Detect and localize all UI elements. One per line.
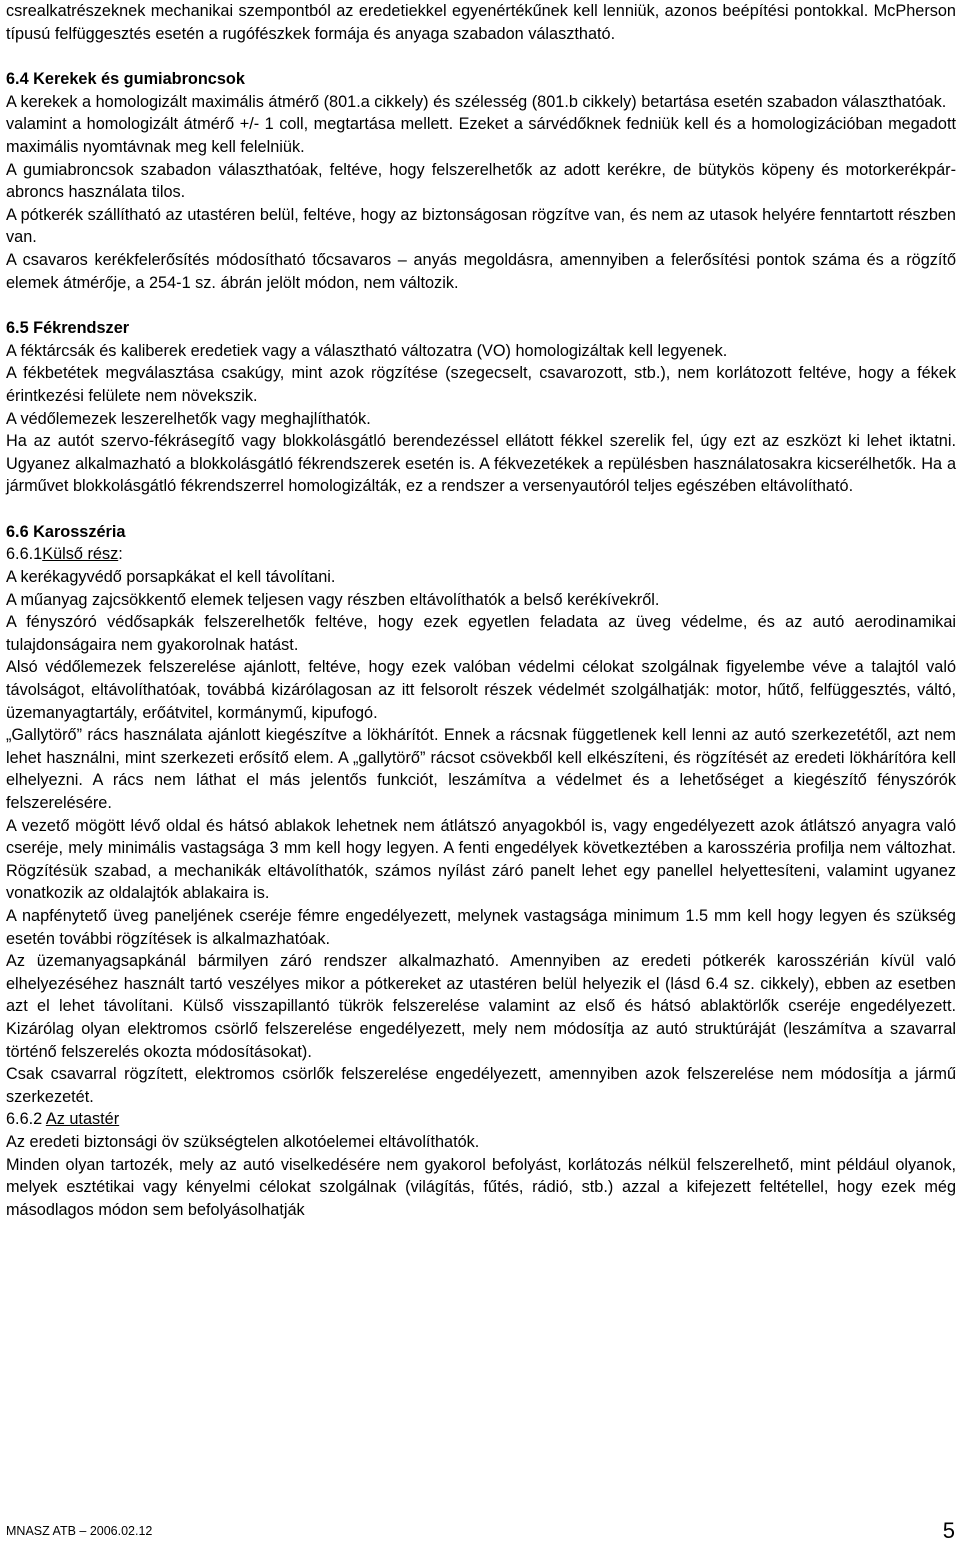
paragraph-headlight: A fényszóró védősapkák felszerelhetők feltéve, hogy ezek egyetlen feladata az üveg védelme, és az autó aerodinamikai tulajdonságaira nem gyakorolnak hatást. [6,613,956,654]
paragraph-brake-pads: A fékbetétek megválasztása csakúgy, mint azok rögzítése (szegecselt, csavarozott, stb.), nem korlátozott feltéve, hogy a fékek érintkezési felülete nem növekszik. [6,364,956,405]
paragraph-spare-wheel: A pótkerék szállítható az utastéren belül, feltéve, hogy az biztonságosan rögzítve van, és nem az utasok helyére fenntartott részben van. [6,205,956,247]
paragraph-servo: Ha az autót szervo-fékrásegítő vagy blokkolásgátló berendezéssel ellátott fékkel szerelik fel, úgy ezt az eszközt ki lehet iktatni. Ugyanez alkalmazható a blokkolásgátló fékrendszerek esetén is. A fékvezetékek a repülésben használatosakra kicserélhetők. Ha a járművet blokkolásgátló fékrendszerrel homologizálták, ez a rendszer a versenyautóról teljes egészében eltávolítható. [6,432,956,496]
heading-6-5: 6.5 Fékrendszer [6,319,130,338]
paragraph-sunroof: A napfénytető üveg paneljének cseréje fémre engedélyezett, melynek vastagsága minimum 1.5 mm kell hogy legyen és szükség esetén további rögzítések is alkalmazhatóak. [6,906,956,948]
heading-6-6: 6.6 Karosszéria [6,522,126,541]
paragraph-wheel-fixing: A csavaros kerékfelerősítés módosítható tőcsavaros – anyás megoldásra, amennyiben a felerősítési pontok száma és a rögzítő elemek átmérője, a 254-1 sz. ábrán jelölt módon, nem változik. [6,250,956,292]
paragraph-seatbelt: Az eredeti biztonsági öv szükségtelen alkotóelemei eltávolíthatók. [6,1132,480,1151]
heading-6-6-2 [6,1108,956,1131]
paragraph-brake-discs: A féktárcsák és kaliberek eredetiek vagy a választható változatra (VO) homologizáltak kell legyenek. [6,341,728,360]
heading-6-6-1-colon: : [118,545,123,564]
paragraph-wheels: A kerekek a homologizált maximális átmérő (801.a cikkely) és szélesség (801.b cikkely) betartása esetén szabadon választhatóak. [6,92,947,111]
paragraph-bullbar: „Gallytörő” rács használata ajánlott kiegészítve a lökhárítót. Ennek a rácsnak függetlenek kell lenni az autó szerkezetétől, azt nem lehet használni, mint szerkezeti erősítő elem. A „gallytörő” rácsot csövekből kell elkészíteni, és rögzítését az eredeti lökhárítóra kell elhelyezni. A rács nem láthat el más jelentős funkciót, leszámítva a védelmet és a lehetőséget a kiegészítő fényszórók felszerelésére. [6,726,956,812]
page-number: 5 [942,1518,955,1543]
paragraph-tyres: A gumiabroncsok szabadon választhatóak, feltéve, hogy felszerelhetők az adott kerékre, de bütykös köpeny és motorkerékpár-abroncs használata tilos. [6,160,956,202]
paragraph-winch: Csak csavarral rögzített, elektromos csörlők felszerelése engedélyezett, amennyiben azok felszerelése nem módosítja a jármű szerkezetét. [6,1065,956,1106]
heading-6-4: 6.4 Kerekek és gumiabroncsok [6,70,245,89]
footer-document-id: MNASZ ATB – 2006.02.12 [6,1524,153,1538]
paragraph-hub-caps: A kerékagyvédő porsapkákat el kell távolítani. [6,568,336,587]
paragraph-fuel-cap: Az üzemanyagsapkánál bármilyen záró rendszer alkalmazható. Amennyiben az eredeti pótkerék karosszérián kívül való elhelyezéséhez használt tartó veszélyes mikor a pótkereket az utastéren belül helyezik el (lásd 6.4 sz. cikkely), ebben az esetben azt el lehet távolítani. Külső visszapillantó tükrök felszerelése valamint az első és hátsó ablaktörlők cseréje engedélyezett. Kizárólag olyan elektromos csörlő felszerelése engedélyezett, mely nem módosítja az autó struktúráját (leszámítva a szavarral történő felszerelés okozta módosításokat). [6,952,956,1061]
heading-6-6-1-number: 6.6.1 [6,545,43,564]
heading-6-6-1 [6,543,956,566]
paragraph-suspension-end: csrealkatrészeknek mechanikai szempontból az eredetiekkel egyenértékűnek kell lenniük, azonos beépítési pontokkal. McPherson típusú felfüggesztés esetén a rugófészkek formája és anyaga szabadon választható. [6,2,956,43]
document-page [6,0,956,1221]
paragraph-shields: A védőlemezek leszerelhetők vagy meghajlíthatók. [6,409,371,428]
heading-6-6-1-label: Külső rész [42,545,119,564]
paragraph-windows: A vezető mögött lévő oldal és hátsó ablakok lehetnek nem átlátszó anyagokból is, vagy engedélyezett azok átlátszó anyagra való cseréje, mely minimális vastagsága 3 mm kell hogy legyen. A fenti engedélyek következtében a karosszéria profilja nem változhat. Rögzítésük szabad, a mechanikák eltávolíthatók, számos nyílást záró panelt lehet egy panellel helyettesíteni, valamint ugyanez vonatkozik az oldalajtók ablakaira is. [6,816,956,903]
heading-6-6-2-number: 6.6.2 [6,1110,46,1129]
paragraph-noise: A műanyag zajcsökkentő elemek teljesen vagy részben eltávolíthatók a belső kerékívekről. [6,590,660,609]
paragraph-diameter: valamint a homologizált átmérő +/- 1 coll, megtartása mellett. Ezeket a sárvédőknek fedniük kell és a homologizációban megadott maximális nyomtávnak meg kell felelniük. [6,115,956,156]
heading-6-6-2-label: Az utastér [45,1110,120,1129]
paragraph-underbody: Alsó védőlemezek felszerelése ajánlott, feltéve, hogy ezek valóban védelmi célokat szolgálnak figyelembe véve a talajtól való távolságot, eltávolíthatóak, továbbá kizárólagosan az itt felsorolt részek védelmét szolgálhatják: motor, hűtő, felfüggesztés, váltó, üzemanyagtartály, erőátvitel, kormánymű, kipufogó. [6,658,956,722]
paragraph-accessories: Minden olyan tartozék, mely az autó viselkedésére nem gyakorol befolyást, korlátozás nélkül felszerelhető, mint például olyanok, melyek esztétikai vagy kényelmi célokat szolgálnak (világítás, fűtés, rádió, stb.) azzal a kifejezett feltétellel, hogy ezek még másodlagos módon sem befolyásolhatják [6,1155,956,1219]
